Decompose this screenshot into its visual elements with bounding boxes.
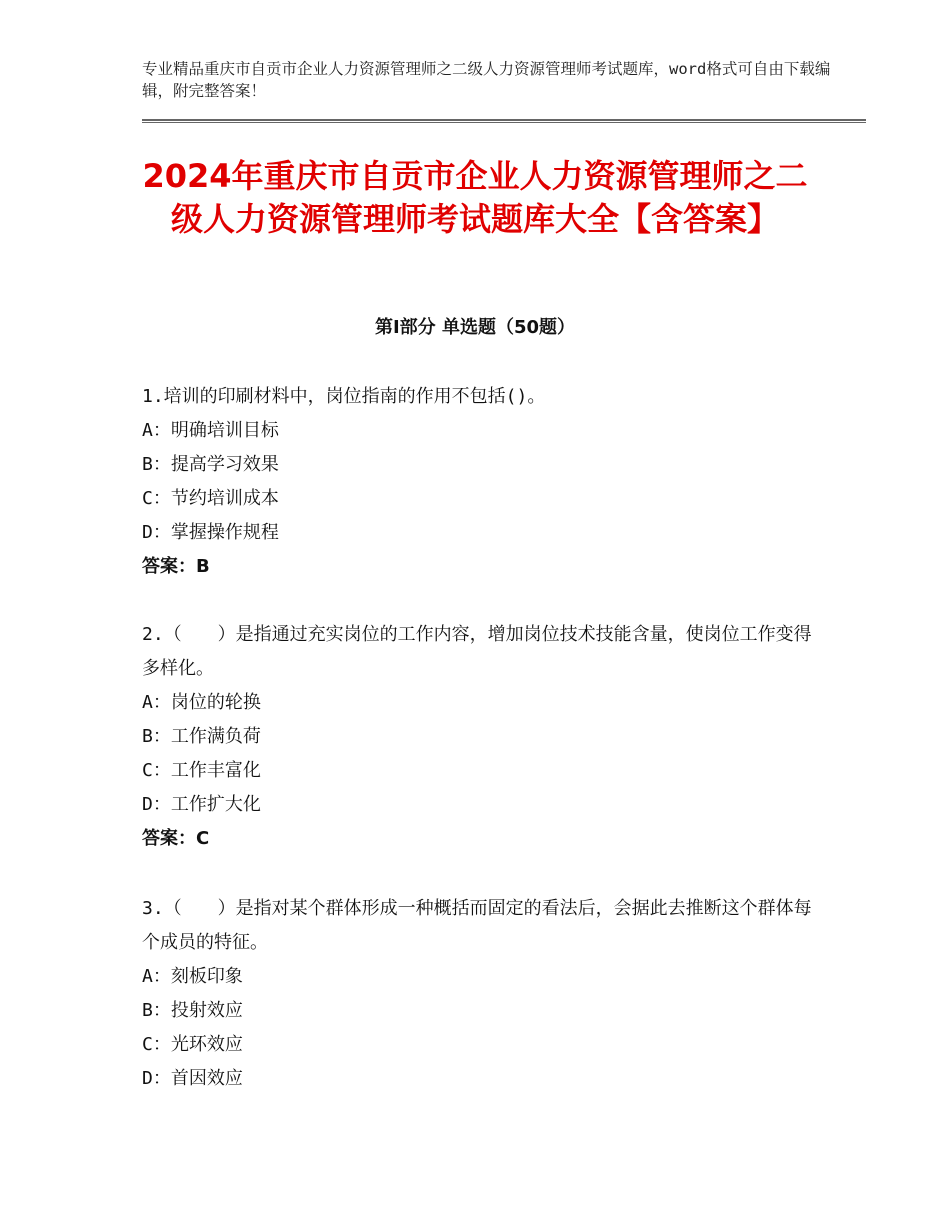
- header-note: 专业精品重庆市自贡市企业人力资源管理师之二级人力资源管理师考试题库，word格式可自由下载编辑，附完整答案！: [142, 60, 831, 100]
- question-3: [142, 892, 822, 1096]
- question-stem: 2.（ ）是指通过充实岗位的工作内容，增加岗位技术技能含量，使岗位工作变得多样化。: [142, 624, 812, 679]
- section-heading: 第Ⅰ部分 单选题（50题）: [374, 317, 575, 338]
- question-2: [142, 618, 822, 856]
- document-title: 2024年重庆市自贡市企业人力资源管理师之二级人力资源管理师考试题库大全【含答案】: [142, 157, 808, 238]
- option-d: D：工作扩大化: [142, 794, 261, 815]
- option-c: C：节约培训成本: [142, 488, 279, 509]
- option-c: C：工作丰富化: [142, 760, 261, 781]
- question-stem: 1.培训的印刷材料中，岗位指南的作用不包括()。: [142, 386, 546, 407]
- answer-line: 答案：B: [142, 556, 210, 577]
- option-b: B：投射效应: [142, 1000, 243, 1021]
- option-b: B：提高学习效果: [142, 454, 279, 475]
- question-stem: 3.（ ）是指对某个群体形成一种概括而固定的看法后，会据此去推断这个群体每个成员的特征。: [142, 898, 812, 953]
- option-d: D：首因效应: [142, 1068, 243, 1089]
- option-d: D：掌握操作规程: [142, 522, 279, 543]
- option-a: A：岗位的轮换: [142, 692, 261, 713]
- question-1: [142, 380, 822, 584]
- option-c: C：光环效应: [142, 1034, 243, 1055]
- header-divider: [142, 119, 866, 123]
- option-a: A：刻板印象: [142, 966, 243, 987]
- option-b: B：工作满负荷: [142, 726, 261, 747]
- answer-line: 答案：C: [142, 828, 210, 849]
- option-a: A：明确培训目标: [142, 420, 279, 441]
